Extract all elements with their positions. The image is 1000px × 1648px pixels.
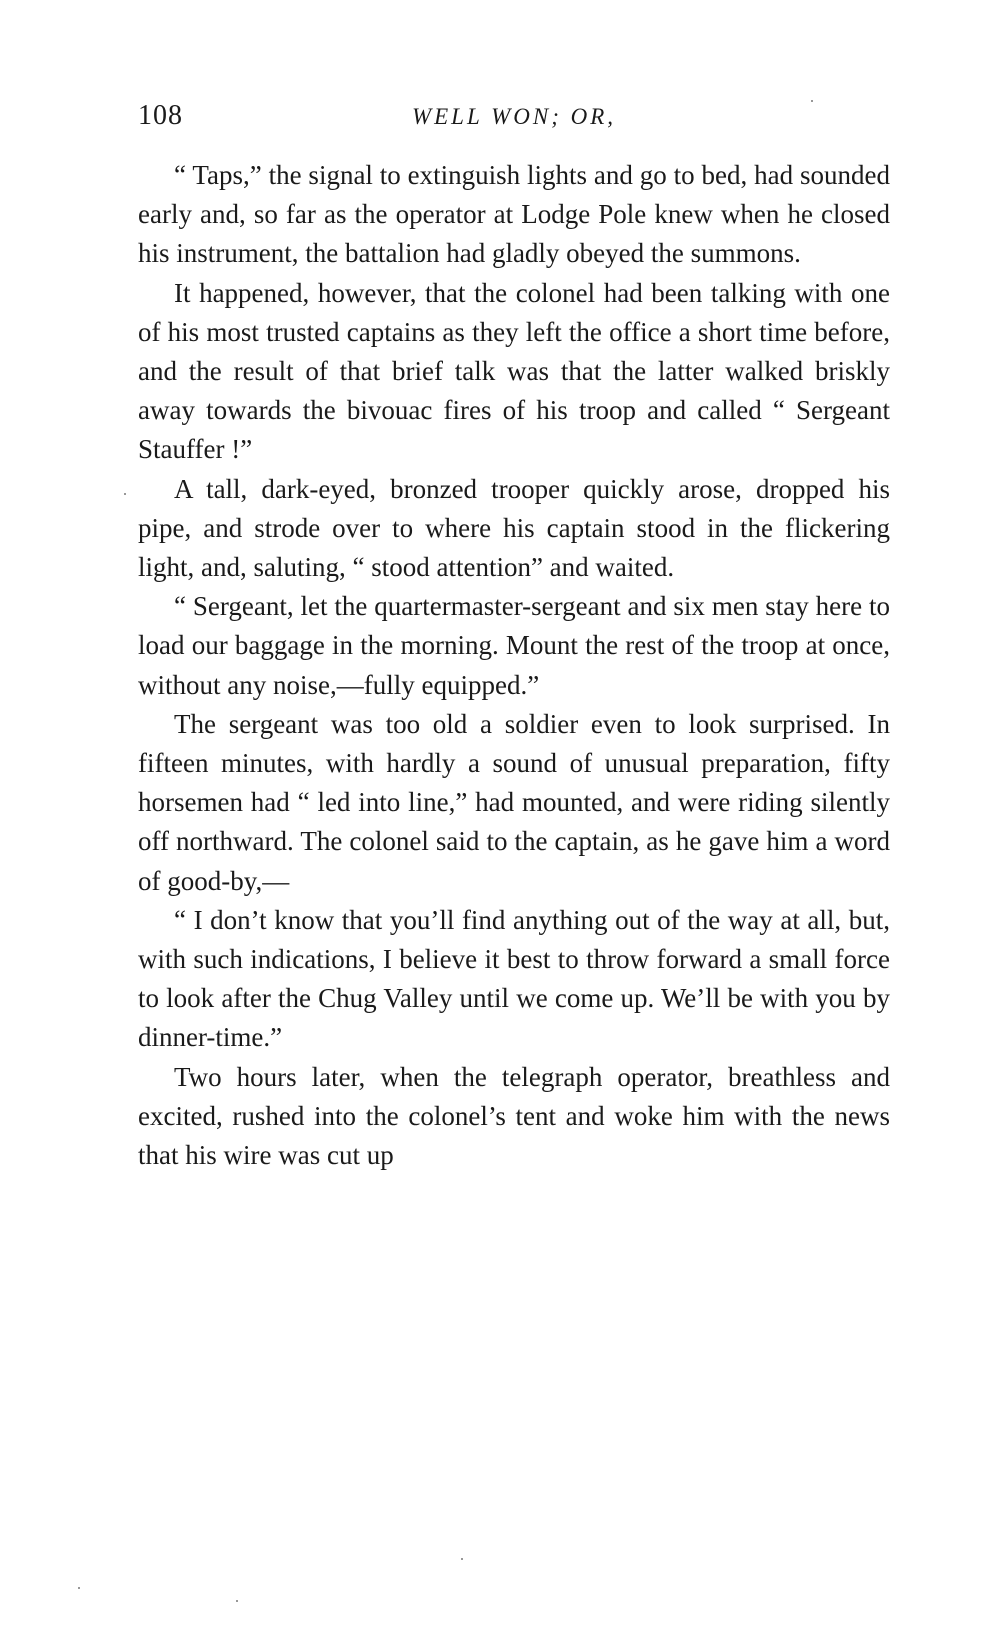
running-title: WELL WON; OR, — [411, 104, 617, 129]
page-number: 108 — [138, 100, 183, 131]
scan-speck — [461, 1558, 463, 1560]
paragraph: It happened, however, that the colonel had been talking with one of his most trusted captains as they left the office a short time before, and the result of that brief talk was that the latter walked briskly away towards the bivouac fires of his troop and called “ Sergeant Stauffer !” — [138, 277, 890, 465]
paragraph: A tall, dark-eyed, bronzed trooper quickly arose, dropped his pipe, and strode over to where his captain stood in the flickering light, and, saluting, “ stood attention” and waited. — [138, 473, 890, 583]
paragraph: The sergeant was too old a soldier even to look surprised. In fifteen minutes, with hardly a sound of unusual preparation, fifty horsemen had “ led into line,” had mounted, and were riding silently off northward. The colonel said to the captain, as he gave him a word of good-by,— — [138, 708, 890, 896]
page-header — [138, 100, 890, 140]
scan-speck — [124, 493, 126, 495]
scan-speck — [236, 1600, 238, 1602]
body-text — [138, 156, 890, 1175]
scan-speck — [78, 1587, 80, 1589]
paragraph: Two hours later, when the telegraph operator, breathless and excited, rushed into the colonel’s tent and woke him with the news that his wire was cut up — [138, 1061, 890, 1171]
paragraph: “ I don’t know that you’ll find anything out of the way at all, but, with such indications, I believe it best to throw forward a small force to look after the Chug Valley until we come up. We’ll be with you by dinner-time.” — [138, 904, 890, 1053]
paragraph: “ Taps,” the signal to extinguish lights and go to bed, had sounded early and, so far as the operator at Lodge Pole knew when he closed his instrument, the battalion had gladly obeyed the summons. — [138, 160, 890, 269]
scan-speck — [811, 100, 813, 102]
paragraph: “ Sergeant, let the quartermaster-sergeant and six men stay here to load our baggage in the morning. Mount the rest of the troop at once, without any noise,—fully equipped.” — [138, 591, 890, 700]
